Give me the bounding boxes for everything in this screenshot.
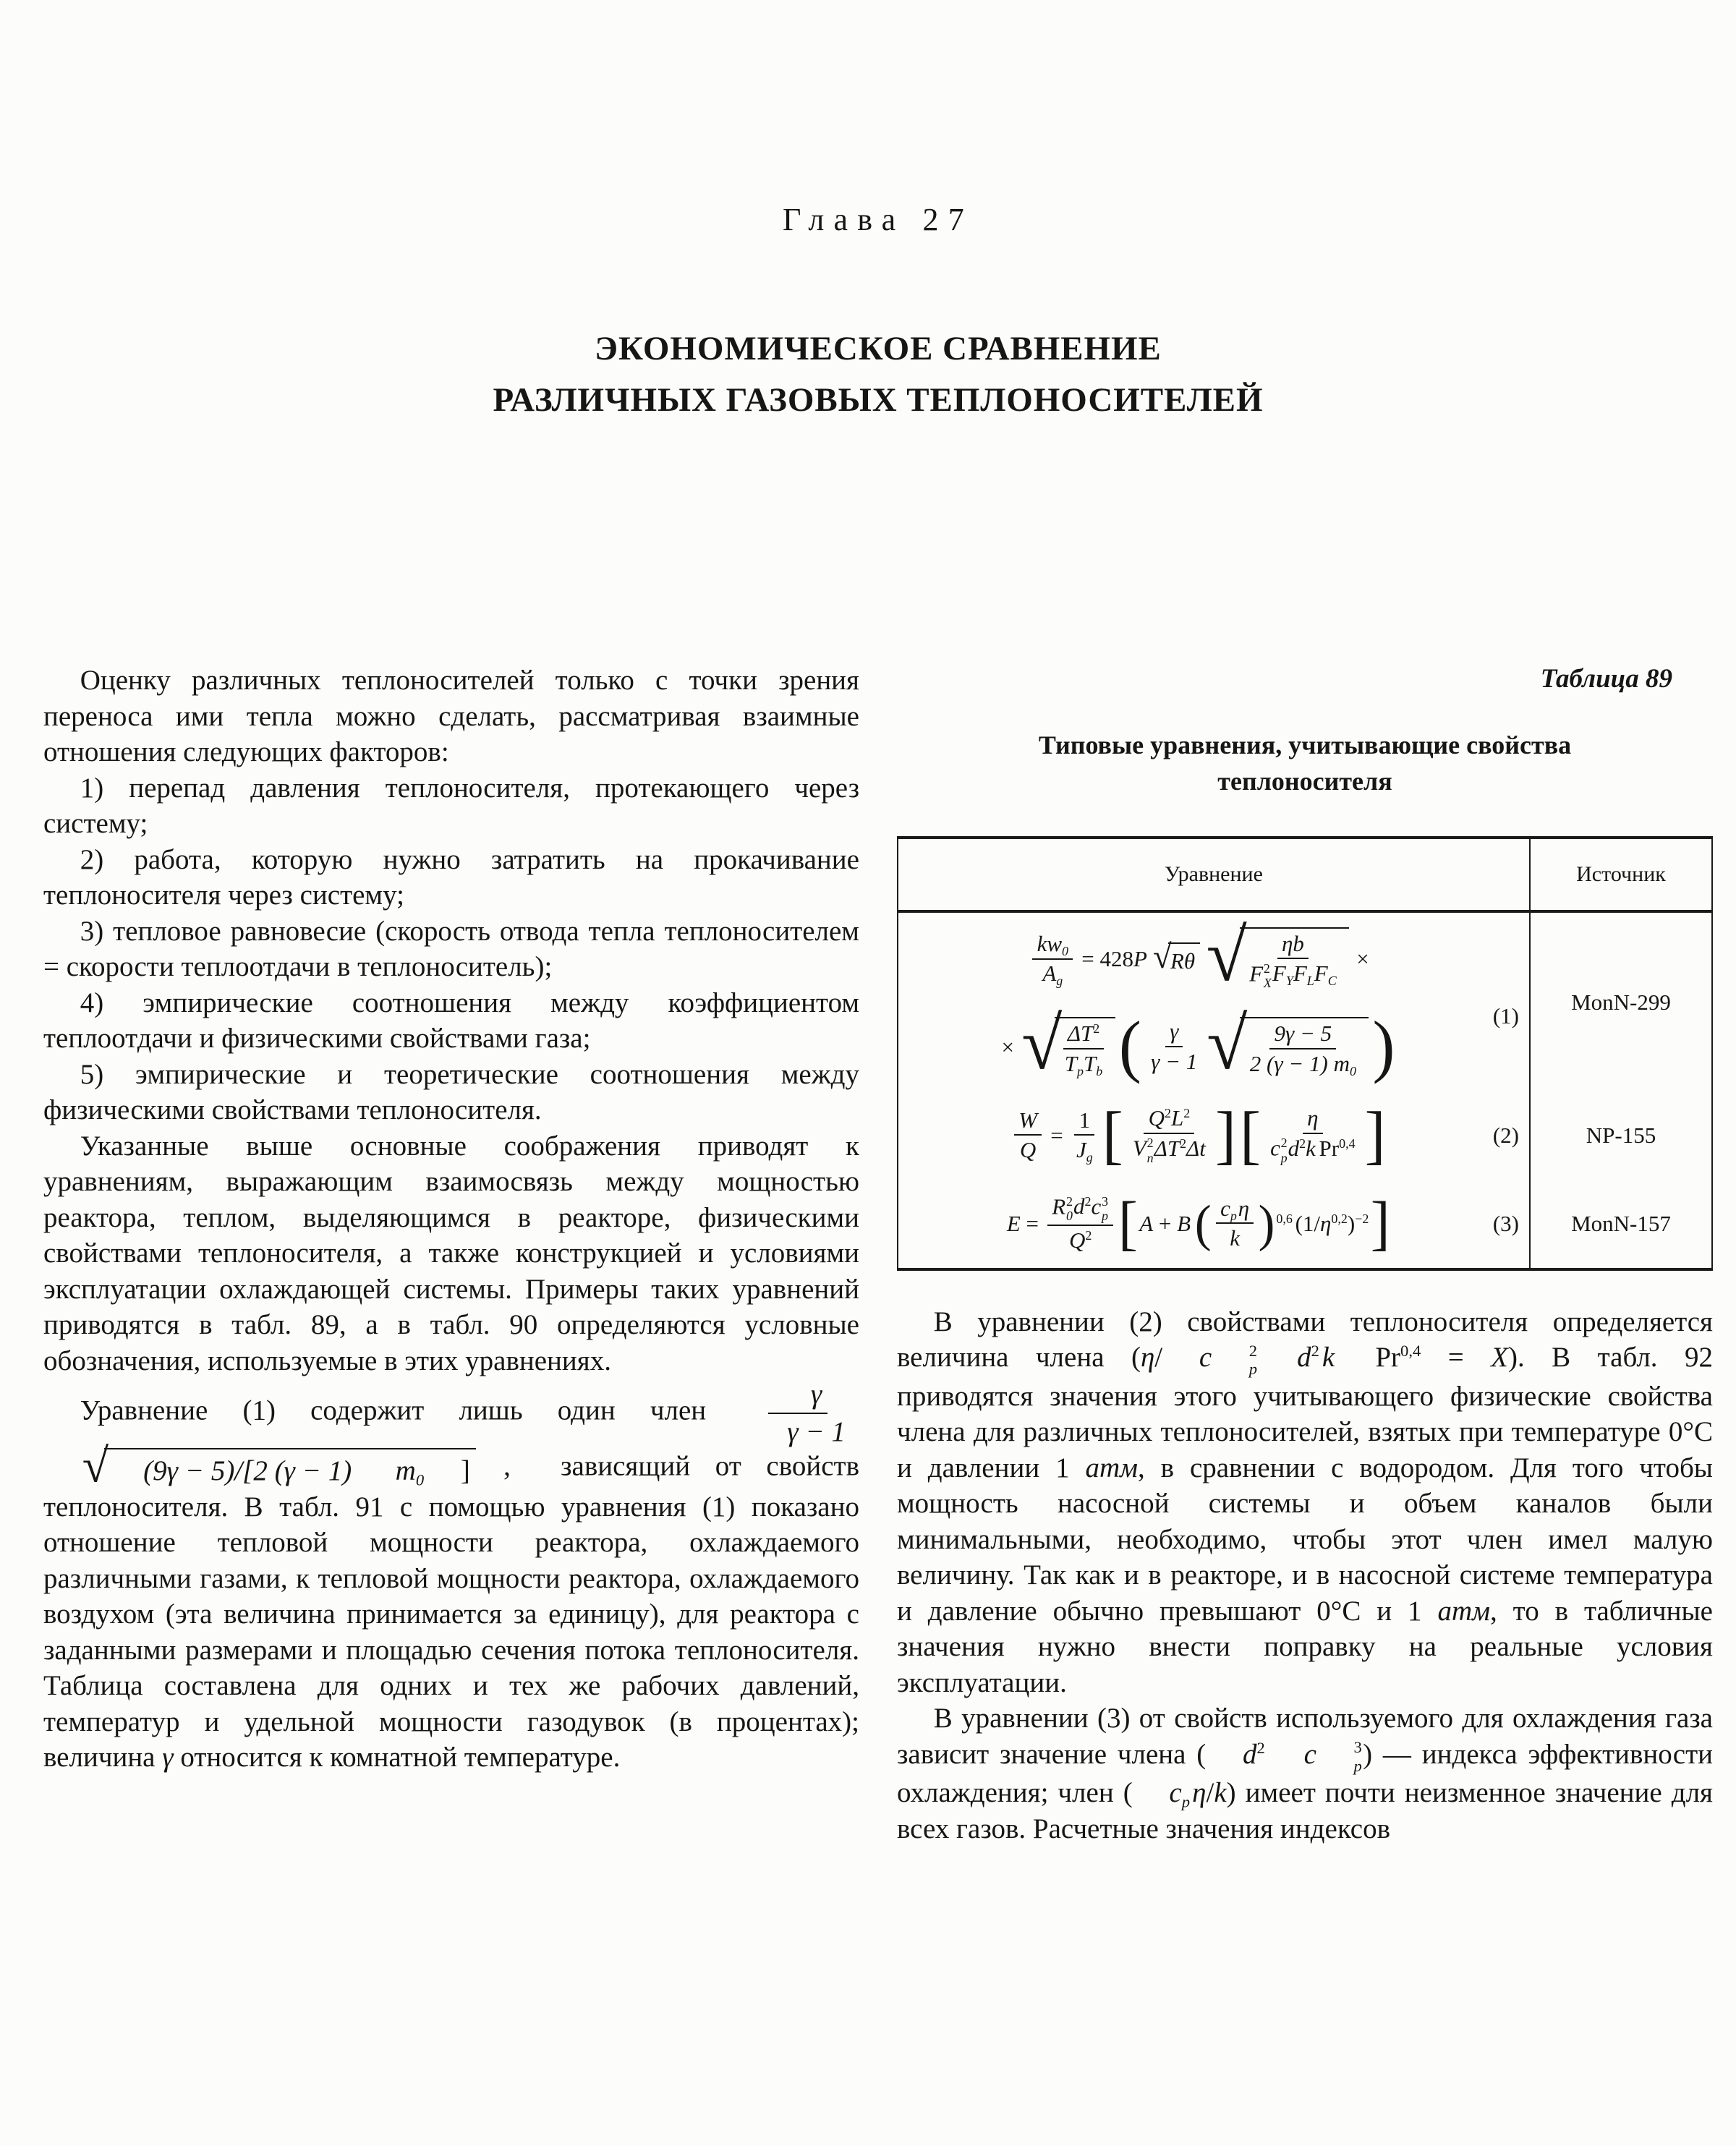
math-radical: √ (9γ − 5)/[2 (γ − 1) $m_0$ ]: [46, 1448, 476, 1489]
chapter-heading: Глава 27: [783, 202, 974, 237]
math-bracket: (: [1194, 1194, 1212, 1252]
equation-cell-3: [898, 1180, 1531, 1268]
math-fraction: $\Delta T^2$ $T_p$ $T_b$: [1060, 1021, 1107, 1076]
equation-2: $\frac{W}{Q}$ = $\frac{1}{J_g}$ [ $Q^2$ $L^2$ V 2 n $\Delta T^2$ Δt ] [ η c 2 p $d^2$ k Pr$^{0,4}$ ]: [910, 1106, 1489, 1165]
math-fraction: 9γ − 5 2 (γ − 1) $m_0$: [1249, 1020, 1356, 1078]
math-fraction: η c 2 p $d^2$ k Pr$^{0,4}$: [1270, 1104, 1356, 1165]
math-fraction: $Q^2$ $L^2$ V 2 n $\Delta T^2$ Δt: [1132, 1104, 1206, 1165]
paragraph-equations-overview: Указанные выше основные соображения приводят к уравнениям, выражающим взаимосвязь между мощностью реактора, теплом, выделяющимся в реакторе, физическими свойствами теплоносителя, а также конструкцией и условиями эксплуатации охлаждающей системы. Примеры таких уравнений приводятся в табл. 89, а в табл. 90 определяются условные обозначения, используемые в этих уравнениях.: [43, 1130, 867, 1376]
chapter-title-line-1: ЭКОНОМИЧЕСКОЕ СРАВНЕНИЕ: [595, 330, 1162, 367]
equation-row-1: [898, 913, 1711, 1091]
table-header-row: [898, 839, 1711, 913]
math-bracket: (: [1118, 1008, 1141, 1086]
paragraph-item-2: 2) работа, которую нужно затратить на прокачивание теплоносителя через систему;: [43, 843, 867, 911]
math-fraction: $\frac{kw_0}{A_g}$: [1032, 932, 1073, 987]
chapter-title-line-2: РАЗЛИЧНЫХ ГАЗОВЫХ ТЕПЛОНОСИТЕЛЕЙ: [493, 380, 1264, 419]
two-column-layout: [43, 663, 1720, 1847]
left-column: [43, 663, 867, 1776]
math-fraction: $\frac{W}{Q}$: [1014, 1108, 1042, 1163]
math-radical: √ $\Delta T^2$ $T_p$ $T_b$: [1021, 1017, 1115, 1077]
math-bracket: ): [1372, 1008, 1395, 1086]
math-bracket: ]: [1214, 1099, 1236, 1171]
math-bracket: ): [1258, 1194, 1275, 1252]
math-fraction: $c_p$ η k: [1216, 1196, 1254, 1251]
math-bracket: ]: [1364, 1099, 1386, 1171]
table-title-line-2: теплоносителя: [1217, 767, 1392, 796]
equation-3-source: MonN-157: [1571, 1211, 1671, 1237]
math-radical: √ ηb F 2 X $F_Y$ $F_L$ $F_C$: [1207, 927, 1349, 991]
paragraph-equation-3-discussion: В уравнении (3) от свойств используемого для охлаждения газа зависит значение члена ( $d^2$ c 3 p ) — индекса эффективности охлаждения; член ( $c_p\eta/k$) имеет почти неизменное значение для всех газов. Расчетные значения индексов: [897, 1703, 1720, 1844]
math-radical: √ Rθ: [1153, 942, 1200, 976]
paragraph-item-5: 5) эмпирические и теоретические соотношения между физическими свойствами теплоносителя.: [43, 1058, 867, 1126]
paragraph-equation-1-discussion: Уравнение (1) содержит лишь один член $\frac{\gamma}{\gamma - 1}$ √ (9γ − 5)/[2 (γ − 1) $m_0$ ] , зависящий от свойств теплоносителя. В табл. 91 с помощью уравнения (1) показано отношение тепловой мощности реактора, охлаждаемого различными газами, к тепловой мощности реактора, охлаждаемого воздухом (эта величина принимается за единицу), для реактора с заданными размерами и площадью сечения потока теплоносителя. Таблица составлена для одних и тех же рабочих давлений, температур и удельной мощности газодувок (в процентах); величина γ относится к комнатной температуре.: [43, 1379, 867, 1774]
equation-1-source: MonN-299: [1571, 989, 1671, 1015]
table-title: [897, 727, 1713, 800]
math-fraction: γ γ − 1: [1151, 1018, 1198, 1074]
equation-row-2: [898, 1091, 1711, 1180]
column-header-source: Источник: [1576, 861, 1666, 886]
paragraph-item-3: 3) тепловое равновесие (скорость отвода тепла теплоносителем = скорости теплоотдачи в теплоноситель);: [43, 915, 867, 983]
column-header-equation: Уравнение: [898, 839, 1531, 910]
math-bracket: [: [1240, 1099, 1261, 1171]
math-fraction: ηb F 2 X $F_Y$ $F_L$ $F_C$: [1249, 930, 1337, 991]
math-bracket: [: [1118, 1189, 1138, 1257]
paragraph-item-1: 1) перепад давления теплоносителя, протекающего через систему;: [43, 772, 867, 840]
paragraph-item-4: 4) эмпирические соотношения между коэффициентом теплоотдачи и физическими свойствами газа;: [43, 987, 867, 1055]
math-fraction: $\frac{\gamma}{\gamma - 1}$: [745, 1379, 851, 1448]
equation-1-number: (1): [1492, 1003, 1519, 1029]
equation-2-source: NP-155: [1586, 1123, 1656, 1149]
table-title-line-1: Типовые уравнения, учитывающие свойства: [1038, 730, 1572, 759]
equation-3: E = R 2 0 $d^2$ c 3 p $Q^2$ [ A + B ( $c_p$ η k ) $^{0,6}$ (1/ $\eta^{0,2}$ ) $^{-2}$ ]: [1006, 1189, 1390, 1257]
math-bracket: [: [1102, 1099, 1123, 1171]
paragraph-equation-2-discussion: В уравнении (2) свойствами теплоносителя определяется величина члена (η/ c 2 p $d^2k$ Pr$^{0,4}$ = X). В табл. 92 приводятся значения этого учитывающего физические свойства члена для различных теплоносителей, взятых при температуре 0°С и давлении 1 атм, в сравнении с водородом. Для того чтобы мощность насосной системы и объем каналов были минимальными, необходимо, чтобы этот член имел малую величину. Так как и в реакторе, и в насосной системе температура и давление обычно превышают 0°С и 1 атм, то в табличные значения нужно внести поправку на реальные условия эксплуатации.: [897, 1306, 1720, 1698]
right-column: [897, 663, 1720, 1847]
equation-3-number: (3): [1492, 1211, 1519, 1237]
math-fraction: $\frac{1}{J_g}$: [1072, 1108, 1097, 1163]
math-fraction: R 2 0 $d^2$ c 3 p $Q^2$: [1047, 1194, 1113, 1253]
chapter-title: [43, 323, 1713, 425]
equation-1: $\frac{kw_0}{A_g}$ = 428 P √ Rθ √ ηb F 2 X $F_Y$ $F_L$ $F_C$ × × √ $\Delta T^2$ $T_p$ $T_b$ ( γ γ − 1 √ 9γ − 5 2 (γ − 1) $m_0$ ): [1001, 915, 1395, 1086]
equation-cell-2: [898, 1091, 1531, 1180]
equation-row-3: [898, 1180, 1711, 1268]
math-radical: √ 9γ − 5 2 (γ − 1) $m_0$: [1207, 1017, 1369, 1077]
table-number-label: Таблица 89: [1540, 664, 1672, 694]
paragraph-intro: Оценку различных теплоносителей только с точки зрения переноса ими тепла можно сделать, рассматривая взаимные отношения следующих факторов:: [43, 665, 867, 768]
equation-2-number: (2): [1492, 1123, 1519, 1149]
equation-cell-1: [898, 913, 1531, 1091]
equations-table: [897, 836, 1713, 1271]
math-bracket: ]: [1370, 1189, 1390, 1257]
